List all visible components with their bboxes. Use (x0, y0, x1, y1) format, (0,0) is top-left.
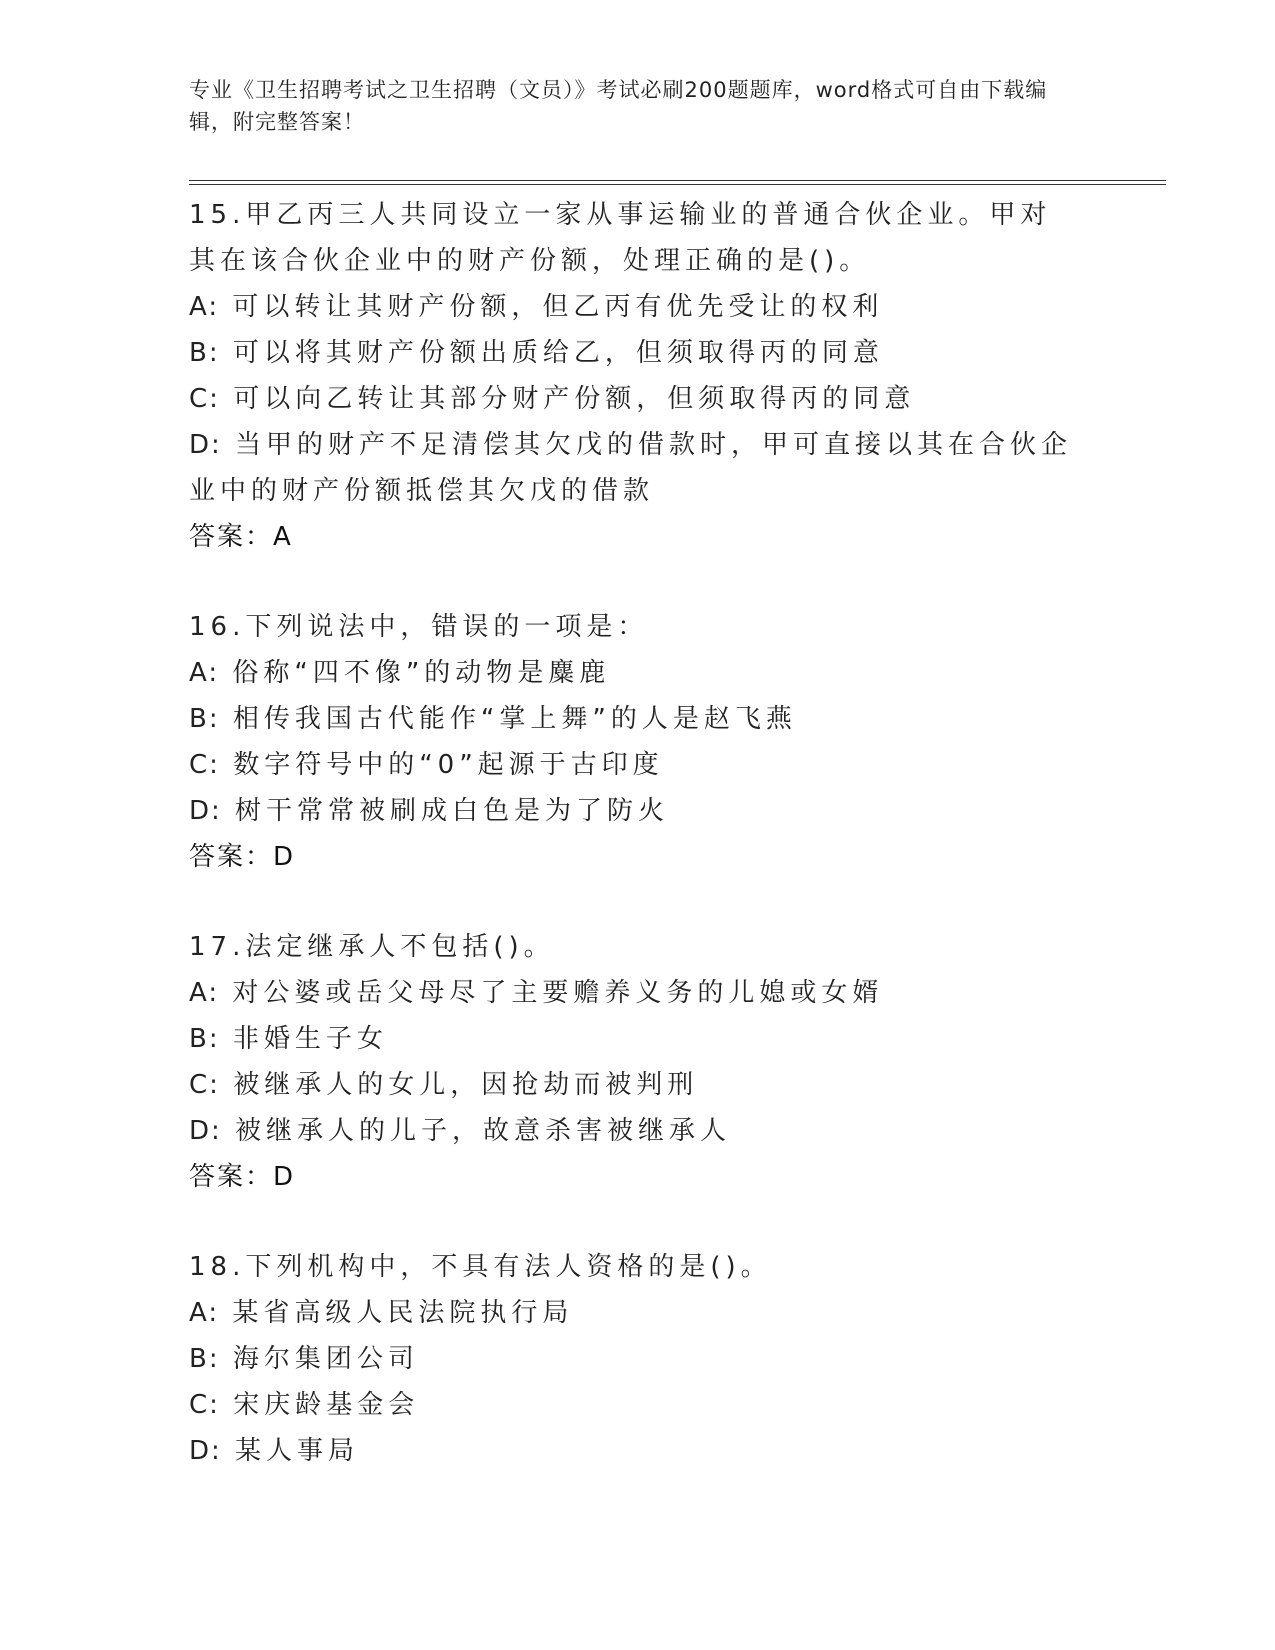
answer-line: 答案：A (189, 522, 293, 552)
option-text: 相传我国古代能作“掌上舞”的人是赵飞燕 (232, 704, 797, 734)
option-b (189, 1016, 1089, 1062)
option-a (189, 970, 1089, 1016)
option-text: 非婚生子女 (232, 1024, 388, 1054)
option-text: 某人事局 (235, 1436, 360, 1466)
option-key: B: (189, 338, 220, 368)
option-d (189, 1108, 1089, 1154)
option-a (189, 284, 1089, 330)
question-16 (189, 604, 1089, 880)
option-key: C: (189, 384, 220, 414)
option-text: 当甲的财产不足清偿其欠戊的借款时，甲可直接以其在合伙企业中的财产份额抵偿其欠戊的借款 (189, 430, 1073, 506)
option-text: 数字符号中的“0”起源于古印度 (233, 750, 664, 780)
question-stem: 18.下列机构中，不具有法人资格的是()。 (189, 1252, 772, 1282)
option-c (189, 376, 1089, 422)
document-header: 专业《卫生招聘考试之卫生招聘（文员）》考试必刷200题题库，word格式可自由下载编辑，附完整答案！ (189, 78, 1048, 134)
option-d (189, 788, 1089, 834)
option-c (189, 1062, 1089, 1108)
header-divider-bottom (189, 184, 1166, 185)
option-d (189, 1428, 1089, 1474)
option-text: 宋庆龄基金会 (233, 1390, 420, 1420)
option-key: D: (189, 1116, 222, 1146)
answer-line: 答案：D (189, 842, 296, 872)
option-text: 可以转让其财产份额，但乙丙有优先受让的权利 (232, 292, 884, 322)
question-15 (189, 192, 1089, 560)
option-key: A: (189, 1298, 220, 1328)
question-18 (189, 1244, 1089, 1474)
option-text: 被继承人的女儿，因抢劫而被判刑 (233, 1070, 699, 1100)
option-a (189, 1290, 1089, 1336)
option-key: D: (189, 430, 222, 460)
option-b (189, 1336, 1089, 1382)
option-text: 可以向乙转让其部分财产份额，但须取得丙的同意 (233, 384, 916, 414)
option-text: 被继承人的儿子，故意杀害被继承人 (235, 1116, 732, 1146)
option-key: B: (189, 704, 220, 734)
question-stem: 16.下列说法中，错误的一项是： (189, 612, 649, 642)
option-key: B: (189, 1024, 220, 1054)
option-key: A: (189, 978, 220, 1008)
option-key: D: (189, 1436, 222, 1466)
option-text: 树干常常被刷成白色是为了防火 (235, 796, 670, 826)
option-b (189, 696, 1089, 742)
option-key: C: (189, 1390, 220, 1420)
option-text: 可以将其财产份额出质给乙，但须取得丙的同意 (232, 338, 884, 368)
option-key: D: (189, 796, 222, 826)
option-c (189, 1382, 1089, 1428)
option-key: C: (189, 1070, 220, 1100)
option-key: A: (189, 658, 220, 688)
option-d (189, 422, 1079, 514)
header-divider-top (189, 180, 1166, 181)
question-17 (189, 924, 1089, 1200)
option-text: 俗称“四不像”的动物是麋鹿 (232, 658, 611, 688)
option-a (189, 650, 1089, 696)
option-key: B: (189, 1344, 220, 1374)
option-text: 某省高级人民法院执行局 (232, 1298, 574, 1328)
question-stem: 15.甲乙丙三人共同设立一家从事运输业的普通合伙企业。甲对其在该合伙企业中的财产份额，处理正确的是()。 (189, 200, 1052, 276)
answer-line: 答案：D (189, 1162, 296, 1192)
option-c (189, 742, 1089, 788)
question-stem: 17.法定继承人不包括()。 (189, 932, 555, 962)
option-text: 海尔集团公司 (232, 1344, 419, 1374)
question-list (189, 192, 1089, 1518)
option-text: 对公婆或岳父母尽了主要赡养义务的儿媳或女婿 (232, 978, 884, 1008)
option-b (189, 330, 1089, 376)
option-key: C: (189, 750, 220, 780)
option-key: A: (189, 292, 220, 322)
